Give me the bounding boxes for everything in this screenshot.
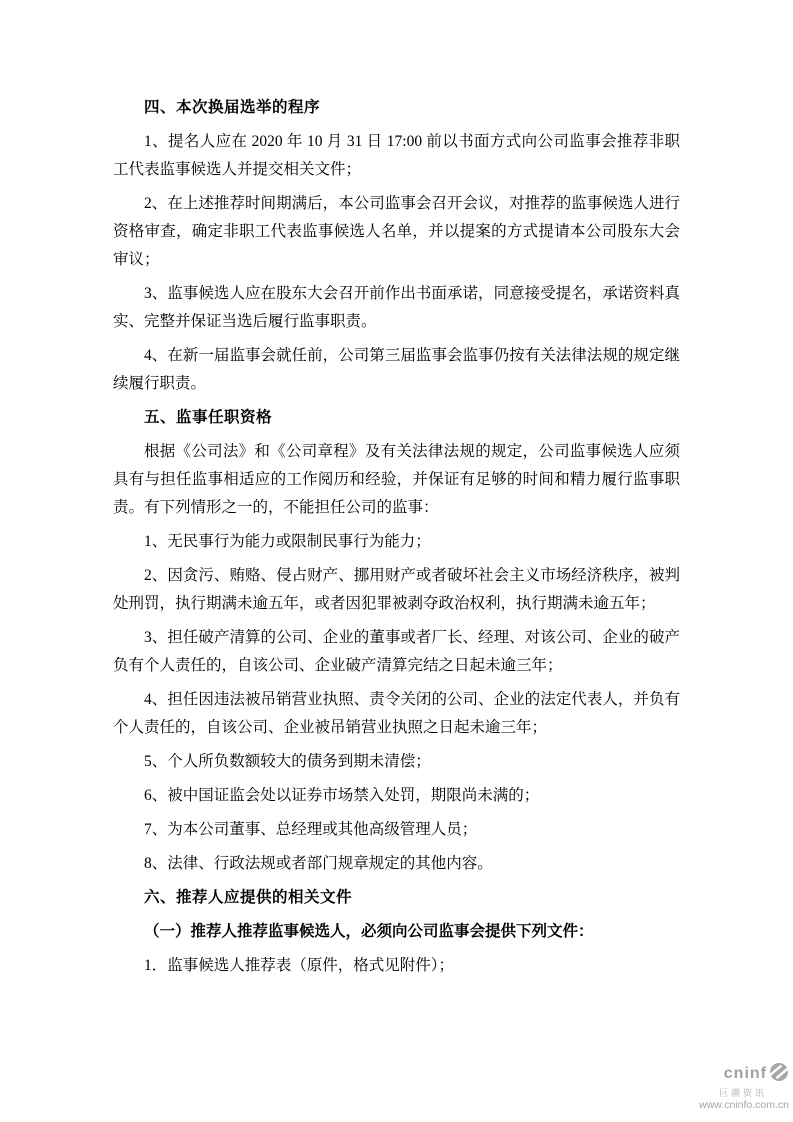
subsection-heading: （一）推荐人推荐监事候选人，必须向公司监事会提供下列文件： [144, 923, 594, 940]
document-paragraph: 1、无民事行为能力或限制民事行为能力； [144, 533, 431, 550]
document-body [113, 94, 680, 980]
section-heading: 五、监事任职资格 [144, 409, 273, 426]
section-heading: 四、本次换届选举的程序 [144, 99, 321, 116]
document-paragraph: 8、法律、行政法规或者部门规章规定的其他内容。 [144, 855, 493, 872]
cninfo-brand-text: cninf [723, 1064, 767, 1082]
document-paragraph: 根据《公司法》和《公司章程》及有关法律法规的规定，公司监事候选人应须具有与担任监事相适应的工作阅历和经验，并保证有足够的时间和精力履行监事职责。有下列情形之一的，不能担任公司的监事： [113, 443, 680, 516]
document-paragraph: 3、监事候选人应在股东大会召开前作出书面承诺，同意接受提名，承诺资料真实、完整并保证当选后履行监事职责。 [113, 285, 680, 330]
cninfo-brand-chinese: 巨潮资讯 [718, 1087, 767, 1098]
document-paragraph: 2、在上述推荐时间期满后，本公司监事会召开会议，对推荐的监事候选人进行资格审查，确定非职工代表监事候选人名单，并以提案的方式提请本公司股东大会审议； [113, 195, 680, 268]
cninfo-watermark [699, 1062, 789, 1111]
document-paragraph: 1、提名人应在 2020 年 10 月 31 日 17:00 前以书面方式向公司监事会推荐非职工代表监事候选人并提交相关文件； [113, 133, 680, 178]
document-paragraph: 7、为本公司董事、总经理或其他高级管理人员； [144, 821, 478, 838]
document-paragraph: 4、担任因违法被吊销营业执照、责令关闭的公司、企业的法定代表人，并负有个人责任的，自该公司、企业被吊销营业执照之日起未逾三年； [113, 691, 680, 736]
document-paragraph: 4、在新一届监事会就任前，公司第三届监事会监事仍按有关法律法规的规定继续履行职责。 [113, 347, 680, 392]
cninfo-url: www.cninfo.com.cn [699, 1098, 789, 1111]
section-heading: 六、推荐人应提供的相关文件 [144, 889, 353, 906]
document-paragraph: 3、担任破产清算的公司、企业的董事或者厂长、经理、对该公司、企业的破产负有个人责任的，自该公司、企业破产清算完结之日起未逾三年； [113, 629, 680, 674]
cninfo-swirl-icon [769, 1062, 789, 1086]
document-paragraph: 1．监事候选人推荐表（原件，格式见附件）； [144, 957, 455, 974]
cninfo-brand-line [699, 1062, 789, 1086]
document-paragraph: 6、被中国证监会处以证券市场禁入处罚，期限尚未满的； [144, 787, 540, 804]
document-paragraph: 5、个人所负数额较大的债务到期未清偿； [144, 753, 431, 770]
document-paragraph: 2、因贪污、贿赂、侵占财产、挪用财产或者破坏社会主义市场经济秩序，被判处刑罚，执行期满未逾五年，或者因犯罪被剥夺政治权利，执行期满未逾五年； [113, 567, 680, 612]
